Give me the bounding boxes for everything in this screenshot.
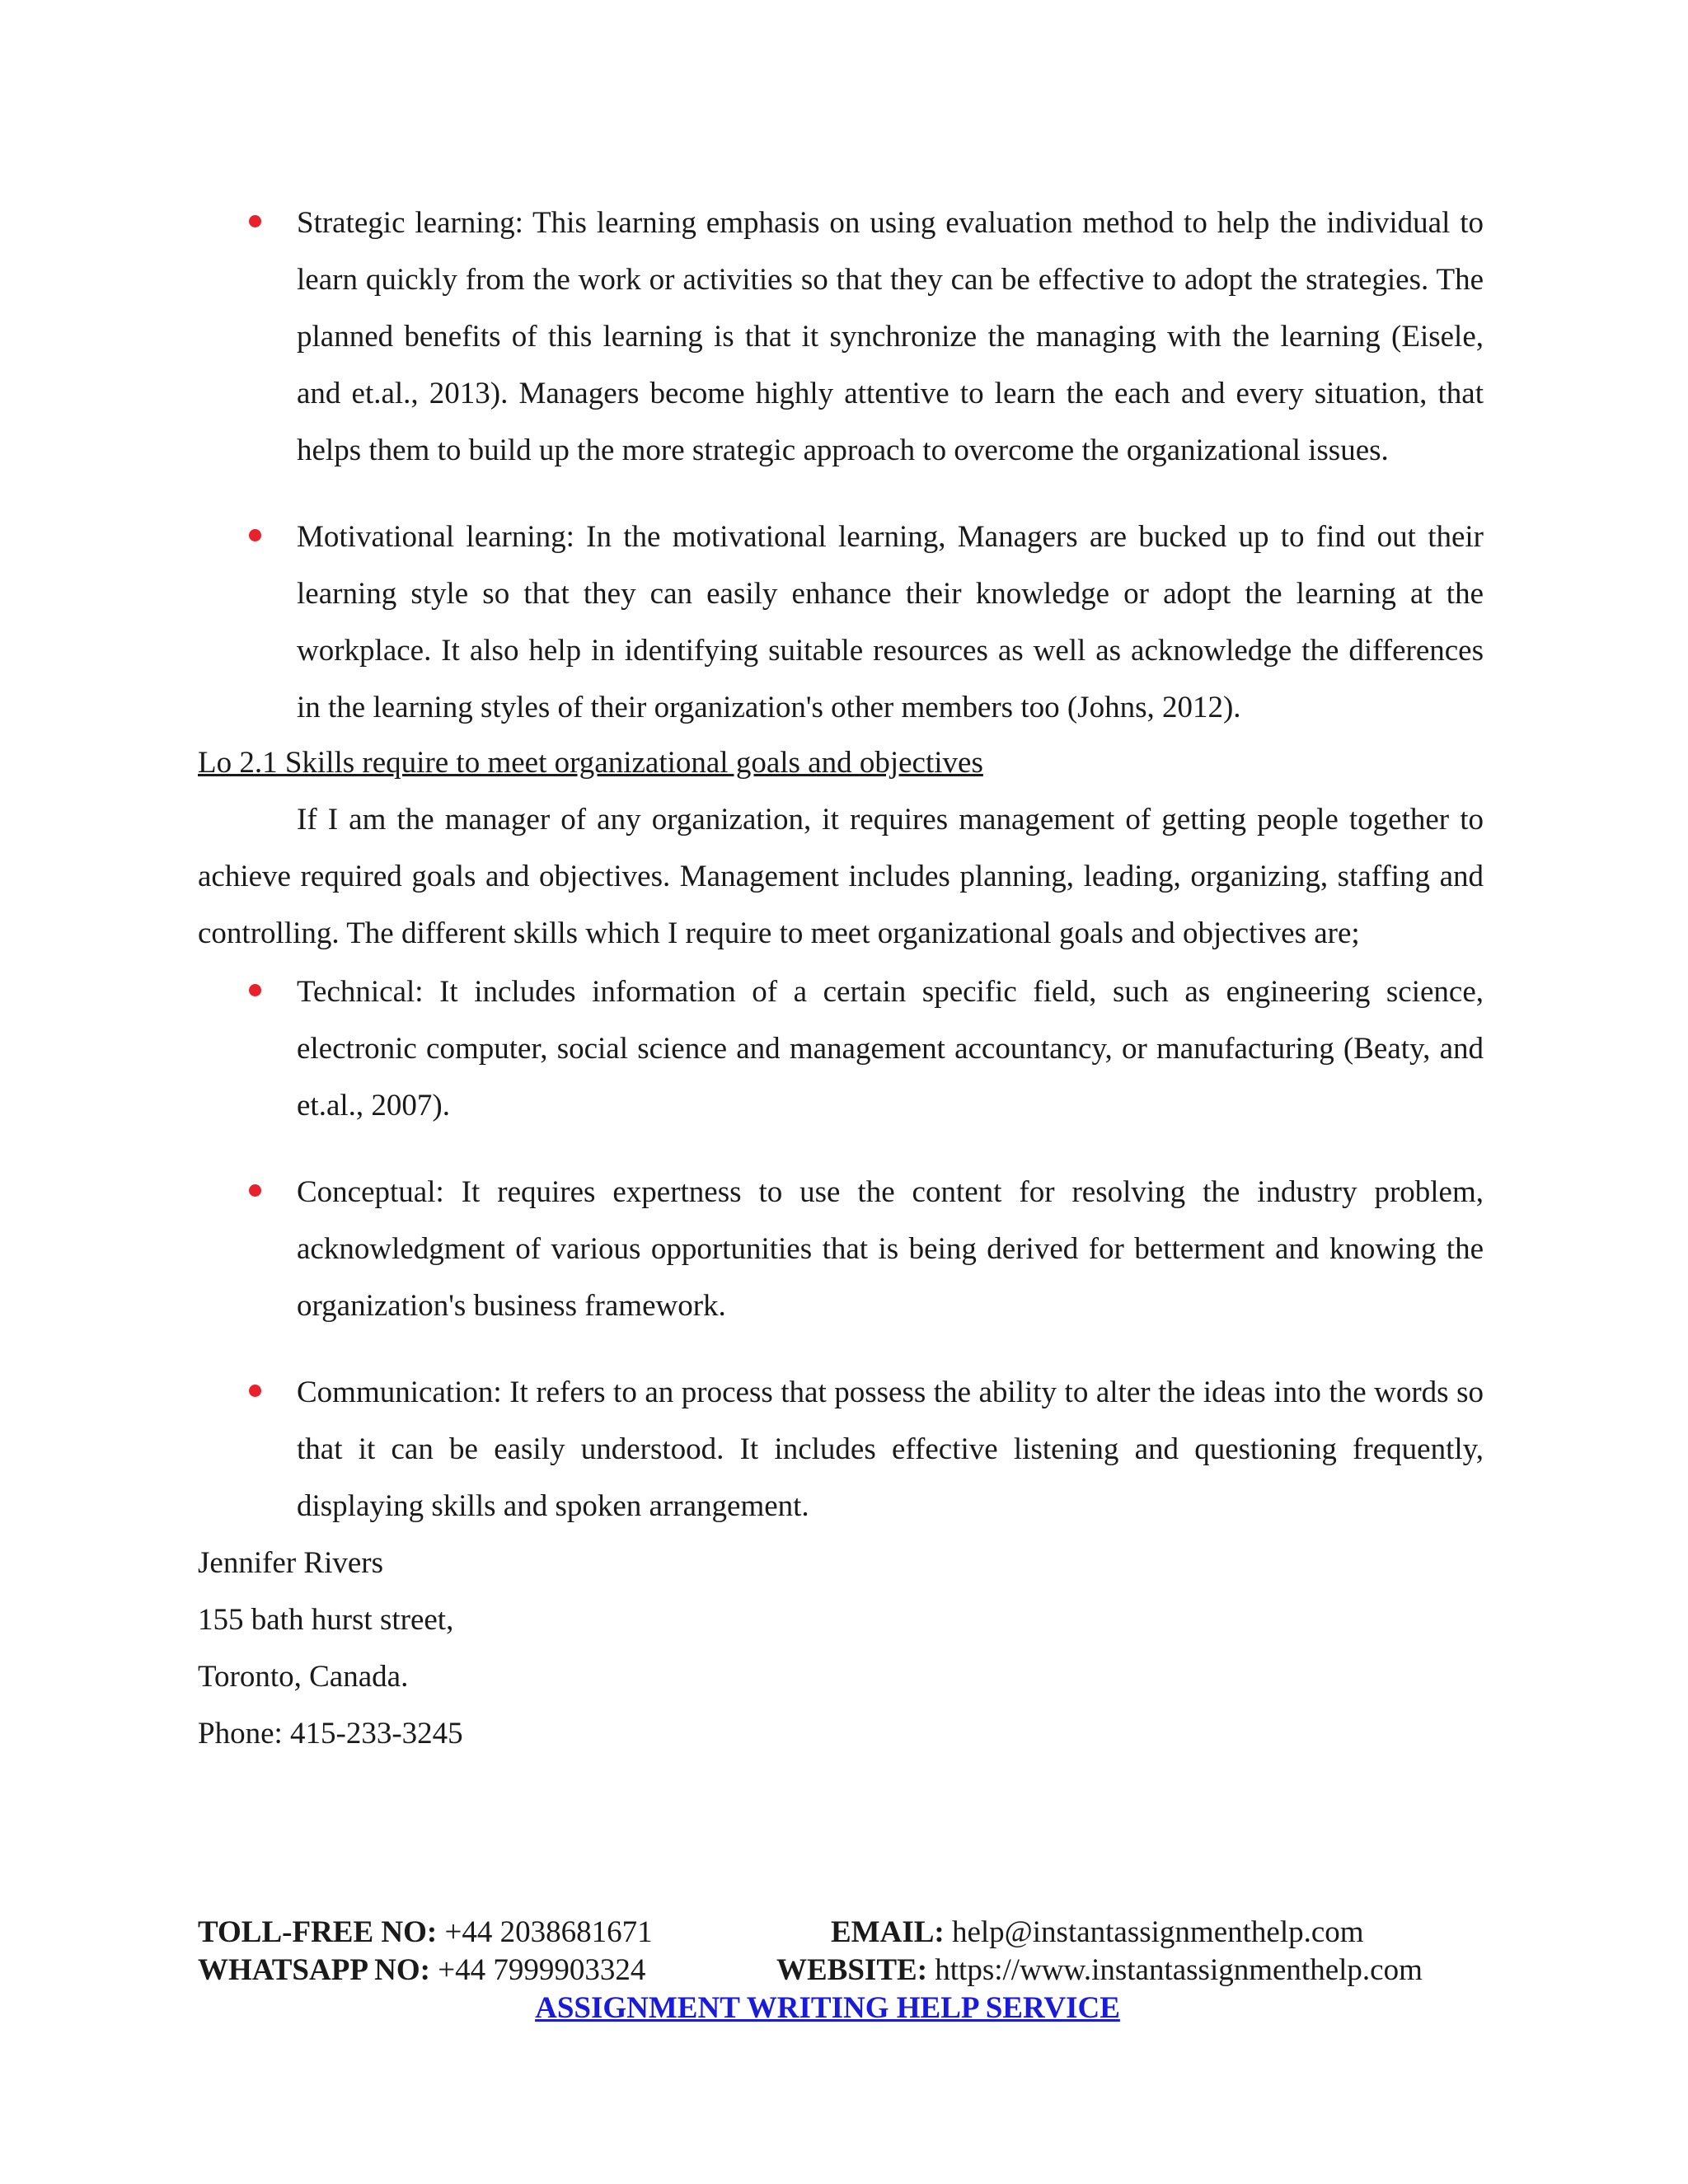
website-label: WEBSITE:: [776, 1953, 928, 1987]
tollfree-info: [198, 1914, 653, 1952]
contact-name: Jennifer Rivers: [198, 1546, 384, 1580]
footer-row-1: [198, 1914, 1484, 1952]
bullet-dot-icon: [249, 984, 261, 996]
bullet-text: Communication: It refers to an process that possess the ability to alter the ideas into the words so that it can be easily understood. It includes effective listening and questioning frequently, displaying skills and spoken arrangement.: [297, 1376, 1484, 1523]
email-label: EMAIL:: [831, 1915, 945, 1949]
contact-city: Toronto, Canada.: [198, 1660, 409, 1694]
intro-paragraph: If I am the manager of any organization, it requires management of getting people together to achieve required goals and objectives. Management includes planning, leading, organizing, staffing and controlling. The different skills which I require to meet organizational goals and objectives are;: [198, 803, 1484, 950]
website-info: [776, 1952, 1423, 1990]
bullet-strategic-learning: [198, 194, 1484, 479]
email-value: help@instantassignmenthelp.com: [944, 1915, 1364, 1949]
footer-row-2: [198, 1952, 1484, 1990]
bullet-conceptual: [198, 1164, 1484, 1334]
bullet-dot-icon: [249, 529, 261, 541]
bullet-text: Conceptual: It requires expertness to use the content for resolving the industry problem, acknowledgment of various opportunities that is being derived for betterment and knowing the organization's business framework.: [297, 1175, 1484, 1323]
page-footer: [198, 1914, 1484, 2027]
bullet-text: Strategic learning: This learning emphasis on using evaluation method to help the individual to learn quickly from the work or activities so that they can be effective to adopt the strategies. The planned benefits of this learning is that it synchronize the managing with the learning (Eisele, and et.al., 2013). Managers become highly attentive to learn the each and every situation, that helps them to build up the more strategic approach to overcome the organizational issues.: [297, 206, 1484, 467]
contact-street: 155 bath hurst street,: [198, 1603, 454, 1637]
whatsapp-label: WHATSAPP NO:: [198, 1953, 430, 1987]
assignment-help-service-link[interactable]: ASSIGNMENT WRITING HELP SERVICE: [535, 1991, 1120, 2025]
contact-phone: Phone: 415-233-3245: [198, 1717, 463, 1750]
whatsapp-info: [198, 1952, 645, 1990]
bullet-text: Motivational learning: In the motivational learning, Managers are bucked up to find out their learning style so that they can easily enhance their knowledge or adopt the learning at the workplace. It also help in identifying suitable resources as well as acknowledge the differences in the learning styles of their organization's other members too (Johns, 2012).: [297, 520, 1484, 724]
section-heading: Lo 2.1 Skills require to meet organizational goals and objectives: [198, 746, 983, 780]
whatsapp-value: +44 7999903324: [429, 1953, 646, 1987]
website-value: https://www.instantassignmenthelp.com: [927, 1953, 1423, 1987]
email-info: [831, 1914, 1364, 1952]
bullet-dot-icon: [249, 1385, 261, 1397]
bullet-motivational-learning: [198, 509, 1484, 736]
bullet-text: Technical: It includes information of a certain specific field, such as engineering science, electronic computer, social science and management accountancy, or manufacturing (Beaty, and et.al., 2007).: [297, 975, 1484, 1122]
tollfree-label: TOLL-FREE NO:: [198, 1915, 438, 1949]
bullet-communication: [198, 1364, 1484, 1535]
bullet-dot-icon: [249, 1184, 261, 1197]
document-body: [198, 194, 1484, 1762]
bullet-dot-icon: [249, 215, 261, 227]
tollfree-value: +44 2038681671: [437, 1915, 653, 1949]
bullet-technical: [198, 963, 1484, 1134]
